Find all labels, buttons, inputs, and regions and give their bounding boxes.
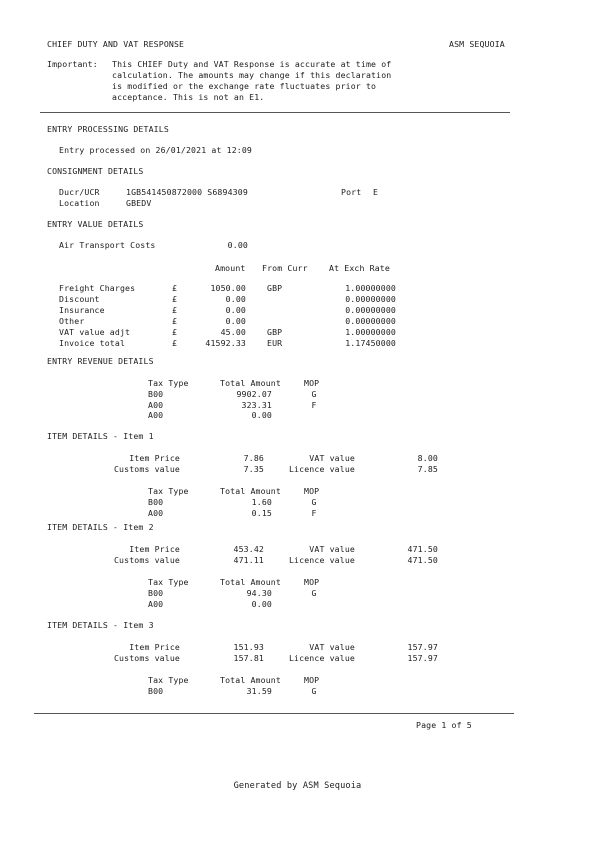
value-row-currency: GBP [267, 326, 283, 337]
item-col-tax: Tax Type [148, 675, 189, 685]
col-amount: Amount [215, 263, 246, 273]
ducr-label: Ducr/UCR [59, 187, 100, 197]
revenue-col-tax: Tax Type [148, 378, 189, 388]
item-tax-total: 1.60 [251, 497, 272, 507]
entry-processed-line: Entry processed on 26/01/2021 at 12:09 [59, 145, 253, 155]
entry-value-heading: ENTRY VALUE DETAILS [47, 219, 144, 229]
item-tax-type: B00 [148, 497, 164, 507]
page-number: Page 1 of 5 [416, 720, 472, 730]
consignment-heading: CONSIGNMENT DETAILS [47, 166, 144, 176]
currency-symbol: £ [172, 315, 178, 326]
item-customs-value: 7.35 [243, 464, 264, 474]
col-from-curr: From Curr [262, 263, 308, 273]
item-tax-mop: F [311, 507, 317, 518]
item-tax-mop: G [311, 686, 317, 696]
air-transport-value: 0.00 [227, 240, 248, 250]
item-vat-value: 471.50 [407, 544, 438, 554]
value-row-currency: EUR [267, 337, 283, 348]
currency-symbol: £ [172, 283, 178, 293]
currency-symbol: £ [172, 293, 178, 304]
important-line-2: calculation. The amounts may change if this declaration [112, 70, 392, 80]
value-row-rate: 1.17450000 [345, 337, 396, 348]
item-customs-label: Customs value [113, 555, 180, 565]
item-col-tax: Tax Type [148, 577, 189, 587]
value-row-rate: 0.00000000 [345, 315, 396, 326]
value-row-amount: 0.00 [225, 315, 246, 326]
item-tax-mop: G [311, 588, 317, 598]
currency-symbol: £ [172, 304, 178, 315]
value-row-amount: 0.00 [225, 304, 246, 315]
item-tax-type: B00 [148, 686, 164, 696]
header-divider [40, 112, 510, 113]
item-vat-label: VAT value [309, 544, 355, 554]
location-value: GBEDV [126, 198, 152, 208]
item-licence-value: 471.50 [407, 555, 438, 565]
entry-processing-heading: ENTRY PROCESSING DETAILS [47, 124, 169, 134]
item-tax-type: A00 [148, 507, 164, 518]
ducr-value: 1GB541450872000 S6894309 [126, 187, 248, 197]
document-title: CHIEF DUTY AND VAT RESPONSE [47, 39, 185, 49]
item-tax-mop: G [311, 497, 317, 507]
footer-divider [34, 713, 514, 714]
item-price-label: Item Price [129, 453, 180, 463]
item-price-label: Item Price [129, 544, 180, 554]
generated-by: Generated by ASM Sequoia [233, 781, 362, 791]
item-customs-value: 157.81 [233, 653, 264, 663]
revenue-tax-type: B00 [148, 389, 164, 399]
important-line-3: is modified or the exchange rate fluctuates prior to [112, 81, 377, 91]
value-row-rate: 1.00000000 [345, 283, 396, 293]
value-row-currency: GBP [267, 283, 283, 293]
item-licence-label: Licence value [288, 555, 355, 565]
value-row-amount: 41592.33 [205, 337, 246, 348]
item-licence-label: Licence value [288, 653, 355, 663]
item-col-mop: MOP [304, 486, 320, 496]
item-col-total: Total Amount [220, 675, 281, 685]
value-row-rate: 1.00000000 [345, 326, 396, 337]
item-col-total: Total Amount [220, 577, 281, 587]
item-col-mop: MOP [304, 577, 320, 587]
item-tax-total: 0.00 [251, 598, 272, 609]
item-licence-value: 7.85 [417, 464, 438, 474]
value-row-label: Invoice total [59, 337, 126, 348]
item-tax-type: B00 [148, 588, 164, 598]
revenue-tax-type: A00 [148, 410, 164, 420]
item-tax-total: 0.15 [251, 507, 272, 518]
entry-revenue-heading: ENTRY REVENUE DETAILS [47, 356, 154, 366]
value-row-label: VAT value adjt [59, 326, 131, 337]
currency-symbol: £ [172, 326, 178, 337]
item-vat-label: VAT value [309, 642, 355, 652]
revenue-total-amount: 0.00 [251, 410, 272, 420]
value-row-label: Discount [59, 293, 100, 304]
col-exch-rate: At Exch Rate [329, 263, 390, 273]
item-customs-label: Customs value [113, 464, 180, 474]
important-line-1: This CHIEF Duty and VAT Response is accurate at time of [112, 59, 392, 69]
item-heading: ITEM DETAILS - Item 3 [47, 620, 154, 630]
item-heading: ITEM DETAILS - Item 2 [47, 522, 154, 532]
item-price: 453.42 [233, 544, 264, 554]
item-price-label: Item Price [129, 642, 180, 652]
value-row-amount: 0.00 [225, 293, 246, 304]
item-licence-value: 157.97 [407, 653, 438, 663]
item-price: 7.86 [243, 453, 264, 463]
item-vat-value: 157.97 [407, 642, 438, 652]
item-price: 151.93 [233, 642, 264, 652]
item-tax-total: 31.59 [246, 686, 272, 696]
important-label: Important: [47, 59, 98, 69]
value-row-label: Other [59, 315, 85, 326]
item-heading: ITEM DETAILS - Item 1 [47, 431, 154, 441]
value-row-label: Insurance [59, 304, 105, 315]
revenue-tax-type: A00 [148, 399, 164, 410]
item-col-total: Total Amount [220, 486, 281, 496]
item-customs-label: Customs value [113, 653, 180, 663]
revenue-total-amount: 323.31 [241, 399, 272, 410]
revenue-col-total: Total Amount [220, 378, 281, 388]
revenue-mop: G [311, 389, 317, 399]
system-name: ASM SEQUOIA [449, 39, 505, 49]
air-transport-label: Air Transport Costs [59, 240, 156, 250]
port-value: E [373, 187, 379, 197]
item-tax-total: 94.30 [246, 588, 272, 598]
item-vat-value: 8.00 [417, 453, 438, 463]
item-customs-value: 471.11 [233, 555, 264, 565]
value-row-rate: 0.00000000 [345, 293, 396, 304]
location-label: Location [59, 198, 100, 208]
value-row-label: Freight Charges [59, 283, 136, 293]
revenue-col-mop: MOP [304, 378, 320, 388]
item-licence-label: Licence value [288, 464, 355, 474]
revenue-mop: F [311, 399, 317, 410]
revenue-total-amount: 9902.07 [236, 389, 272, 399]
currency-symbol: £ [172, 337, 178, 348]
item-tax-type: A00 [148, 598, 164, 609]
important-line-4: acceptance. This is not an E1. [112, 92, 265, 102]
value-row-amount: 45.00 [220, 326, 246, 337]
item-col-mop: MOP [304, 675, 320, 685]
value-row-rate: 0.00000000 [345, 304, 396, 315]
item-col-tax: Tax Type [148, 486, 189, 496]
item-vat-label: VAT value [309, 453, 355, 463]
value-row-amount: 1050.00 [210, 283, 246, 293]
port-label: Port [341, 187, 362, 197]
